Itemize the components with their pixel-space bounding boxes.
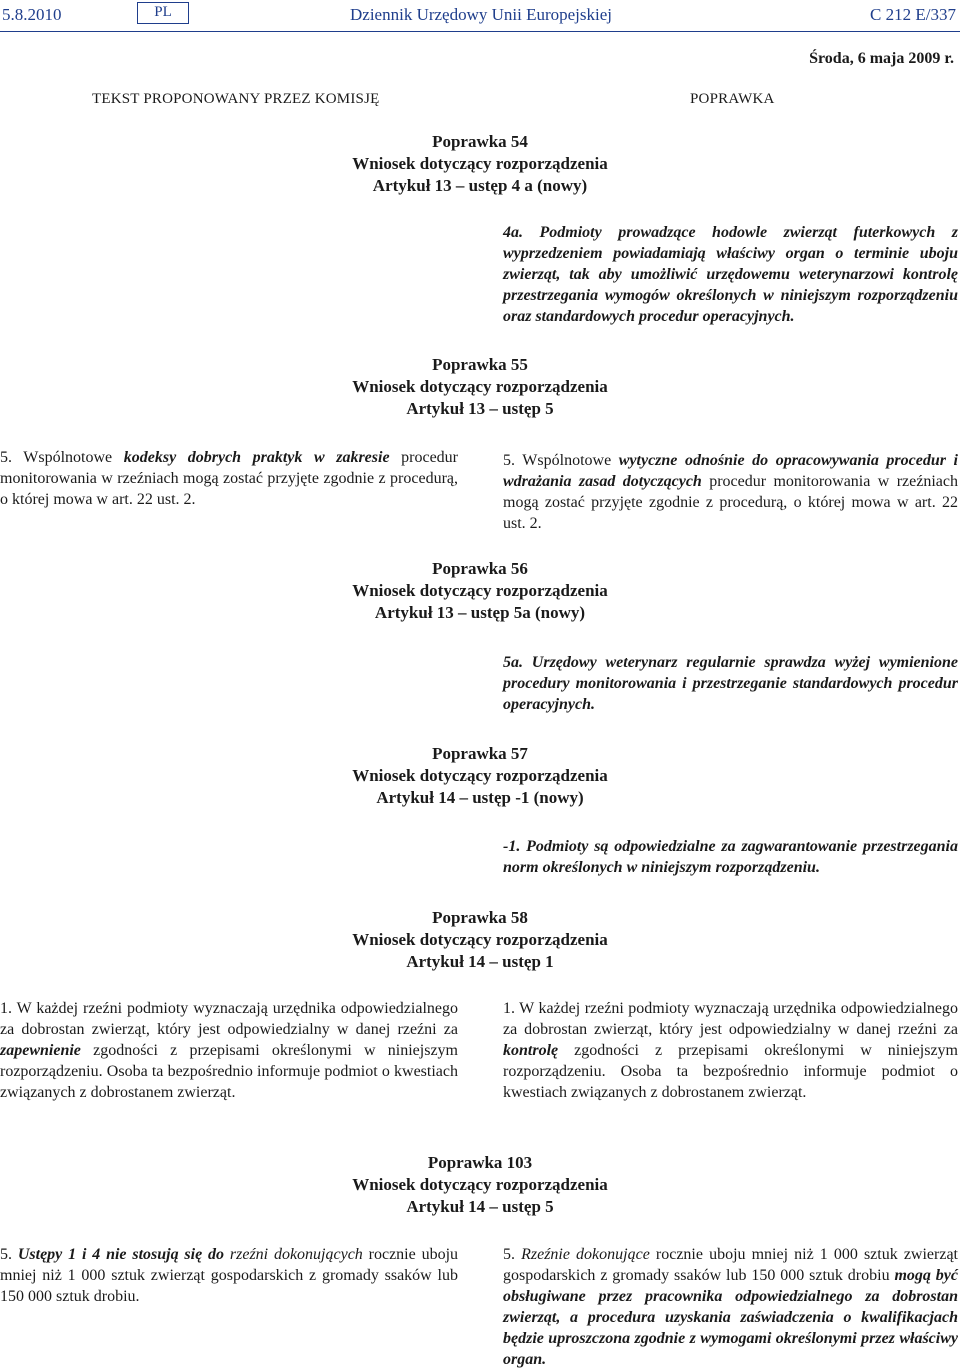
amendment-subject: Wniosek dotyczący rozporządzenia [352, 377, 608, 396]
sitting-date: Środa, 6 maja 2009 r. [809, 50, 954, 67]
amendment-title: Poprawka 103 [427, 1153, 533, 1172]
column-header-right: POPRAWKA [690, 91, 775, 107]
amendment-heading [0, 743, 960, 809]
amendment-heading [0, 907, 960, 973]
amendment-subject: Wniosek dotyczący rozporządzenia [352, 930, 608, 949]
journal-reference: C 212 E/337 [870, 5, 956, 24]
amendment-subject: Wniosek dotyczący rozporządzenia [352, 1175, 608, 1194]
amendment-title: Poprawka 57 [432, 744, 528, 763]
amendment-title: Poprawka 58 [432, 908, 528, 927]
amendment-left-text: 5. Ustępy 1 i 4 nie stosują się do rzeźni dokonujących rocznie uboju mniej niż 1 000 sztuk zwierząt gospodarskich z gromady ssaków lub 150 000 sztuk drobiu. [0, 1246, 459, 1305]
language-badge: PL [137, 2, 189, 24]
amendment-article: Artykuł 14 – ustęp 1 [406, 952, 554, 971]
journal-header [0, 0, 960, 40]
column-header-left: TEKST PROPONOWANY PRZEZ KOMISJĘ [92, 91, 380, 107]
header-rule [0, 31, 960, 32]
amendment-heading [0, 558, 960, 624]
amendment-article: Artykuł 13 – ustęp 5 [406, 399, 554, 418]
amendment-right-text: 1. W każdej rzeźni podmioty wyznaczają urzędnika odpowiedzialnego za dobrostan zwierząt, który jest odpowiedzialny w danej rzeźni za kontrolę zgodności z przepisami określonymi w niniejszym rozporządzeniu. Osoba ta bezpośrednio informuje podmiot o kwestiach związanych z dobrostanem zwierząt. [503, 1000, 958, 1101]
amendment-title: Poprawka 56 [432, 559, 528, 578]
amendment-heading [0, 1152, 960, 1218]
amendment-title: Poprawka 55 [432, 355, 528, 374]
amendment-right-text: 5a. Urzędowy weterynarz regularnie sprawdza wyżej wymienione procedury monitorowania i przestrzeganie standardowych procedur operacyjnych. [503, 654, 958, 713]
amendment-article: Artykuł 14 – ustęp 5 [406, 1197, 554, 1216]
amendment-subject: Wniosek dotyczący rozporządzenia [352, 766, 608, 785]
amendment-subject: Wniosek dotyczący rozporządzenia [352, 154, 608, 173]
amendment-right-text: 4a. Podmioty prowadzące hodowle zwierząt futerkowych z wyprzedzeniem powiadamiają właściwy organ o terminie uboju zwierząt, tak aby umożliwić urzędowemu weterynarzowi kontrolę przestrzegania wymogów określonych w niniejszym rozporządzeniu oraz standardowych procedur operacyjnych. [503, 224, 958, 325]
amendment-article: Artykuł 13 – ustęp 4 a (nowy) [372, 176, 588, 195]
amendment-right-text: -1. Podmioty są odpowiedzialne za zagwarantowanie przestrzegania norm określonych w niniejszym rozporządzeniu. [503, 838, 958, 876]
amendment-right-text: 5. Wspólnotowe wytyczne odnośnie do opracowywania procedur i wdrażania zasad dotyczących procedur monitorowania w rzeźniach mogą zostać przyjęte zgodnie z procedurą, o której mowa w art. 22 ust. 2. [503, 452, 958, 532]
amendment-heading [0, 354, 960, 420]
amendment-right-text: 5. Rzeźnie dokonujące rocznie uboju mniej niż 1 000 sztuk zwierząt gospodarskich z gromady ssaków lub 150 000 sztuk drobiu mogą być obsługiwane przez pracownika odpowiedzialnego za dobrostan zwierząt, a procedura uzyskania zaświadczenia o kwalifikacjach będzie uproszczona zgodnie z wymogami określonymi przez właściwy organ. [503, 1246, 958, 1368]
amendment-left-text: 1. W każdej rzeźni podmioty wyznaczają urzędnika odpowiedzialnego za dobrostan zwierząt, który jest odpowiedzialny w danej rzeźni za zapewnienie zgodności z przepisami określonymi w niniejszym rozporządzeniu. Osoba ta bezpośrednio informuje podmiot o kwestiach związanych z dobrostanem zwierząt. [0, 1000, 458, 1101]
amendment-subject: Wniosek dotyczący rozporządzenia [352, 581, 608, 600]
journal-title: Dziennik Urzędowy Unii Europejskiej [350, 5, 613, 24]
amendment-heading [0, 131, 960, 197]
amendment-article: Artykuł 13 – ustęp 5a (nowy) [374, 603, 586, 622]
amendment-title: Poprawka 54 [432, 132, 528, 151]
header-date: 5.8.2010 [2, 5, 62, 24]
amendment-left-text: 5. Wspólnotowe kodeksy dobrych praktyk w zakresie procedur monitorowania w rzeźniach mogą zostać przyjęte zgodnie z procedurą, o której mowa w art. 22 ust. 2. [0, 449, 458, 508]
amendment-article: Artykuł 14 – ustęp -1 (nowy) [376, 788, 584, 807]
